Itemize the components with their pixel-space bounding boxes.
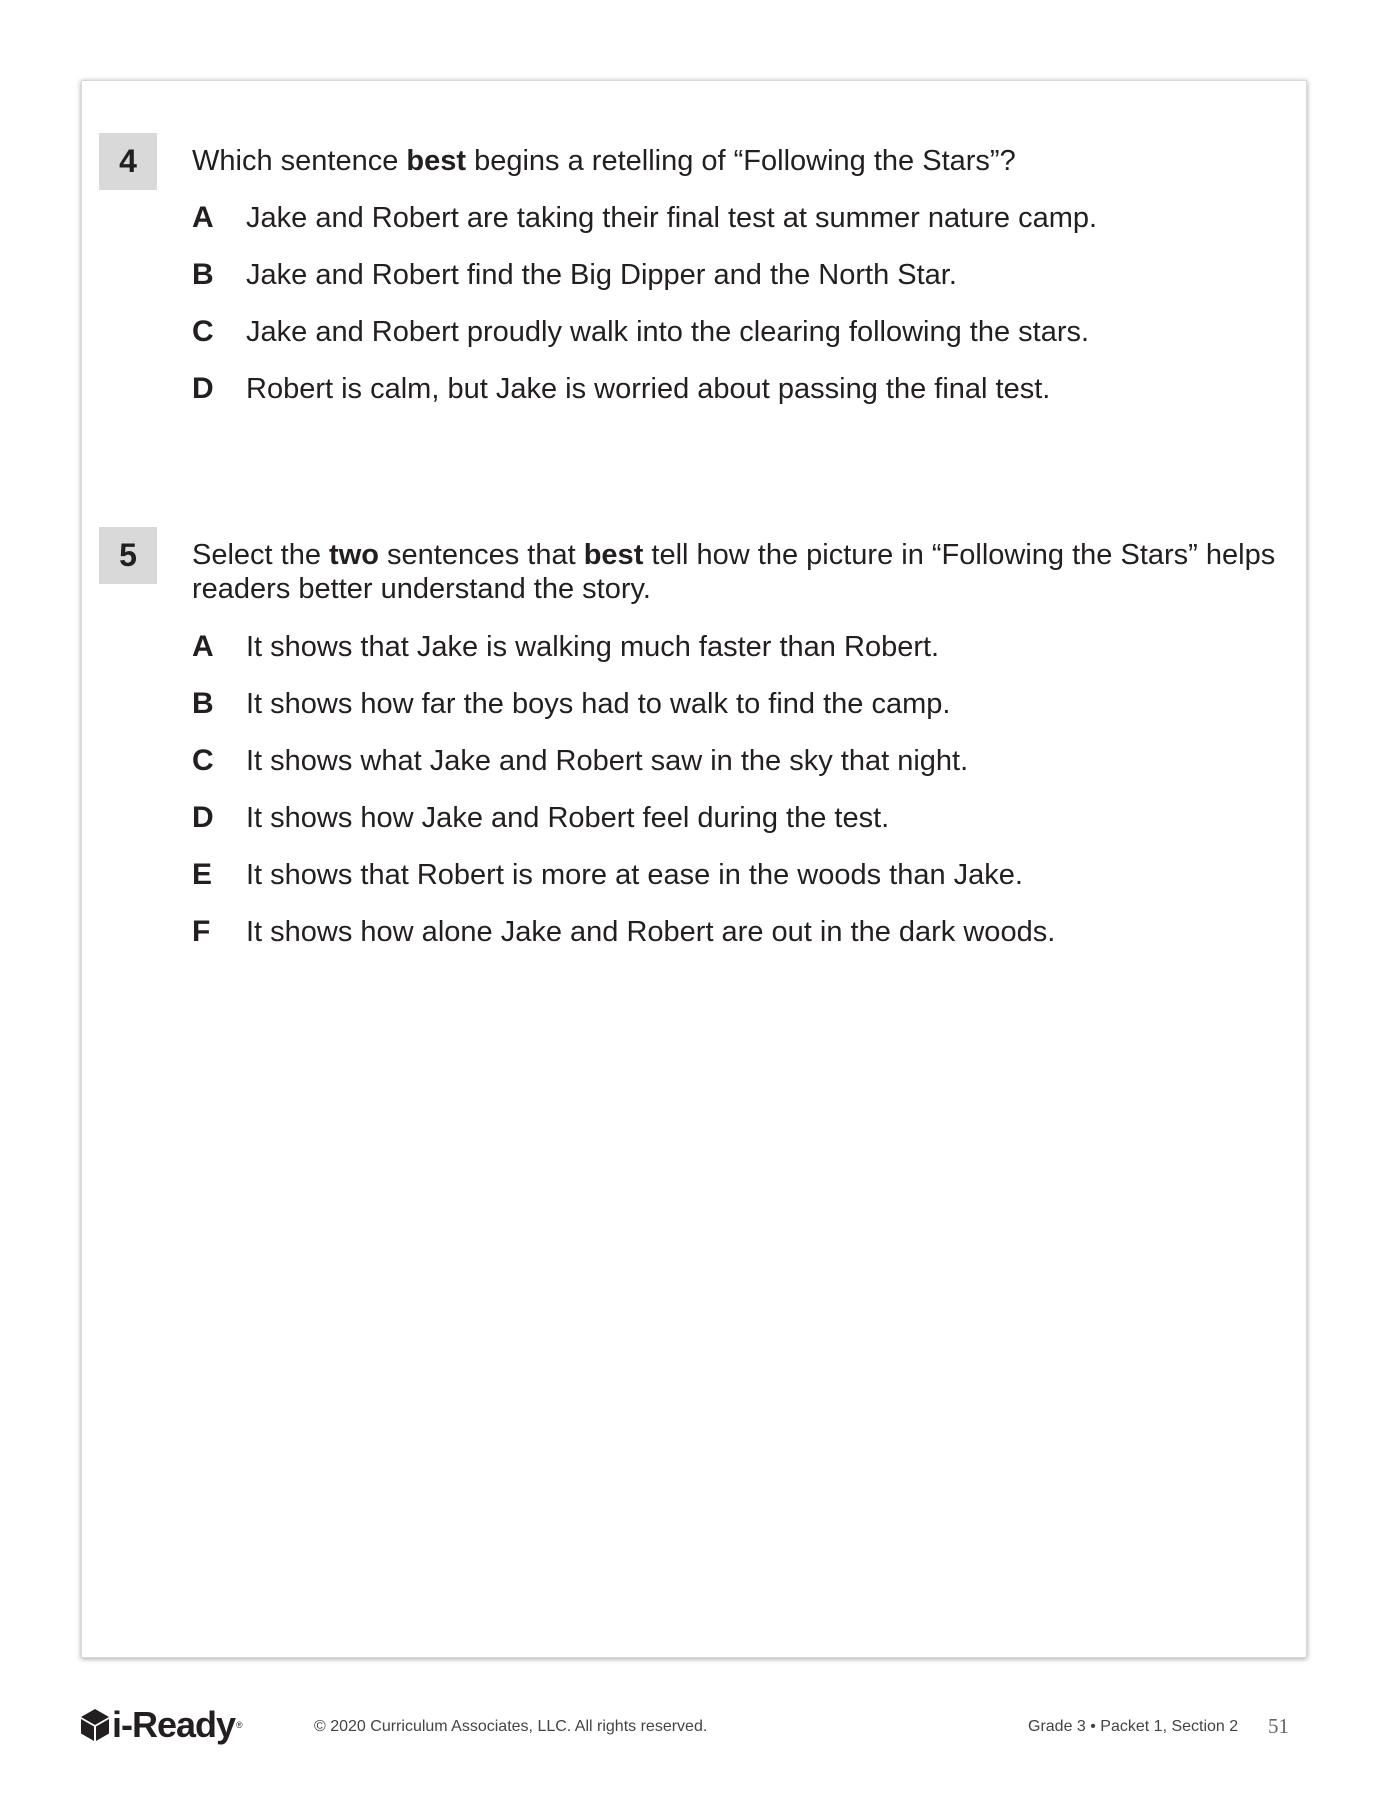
stem-text: Which sentence — [192, 145, 407, 177]
option-text: It shows that Jake is walking much faster than Robert. — [246, 631, 940, 663]
option-letter: B — [192, 258, 214, 291]
option-letter: E — [192, 858, 213, 891]
option-letter: A — [192, 201, 214, 234]
stem-emphasis: two — [329, 539, 379, 571]
option-letter: B — [192, 687, 214, 720]
option-text: It shows that Robert is more at ease in the woods than Jake. — [246, 859, 1023, 891]
option-text: Jake and Robert are taking their final test at summer nature camp. — [246, 202, 1098, 234]
option-letter: C — [192, 315, 214, 348]
question-stem — [192, 538, 1277, 606]
packet-label: Grade 3 • Packet 1, Section 2 — [1028, 1718, 1239, 1735]
question-panel — [81, 80, 1307, 1658]
stem-text: tell how the picture in “Following the Stars” helps readers better understand the story. — [192, 539, 1276, 605]
stem-text: begins a retelling of “Following the Stars”? — [466, 145, 1016, 177]
stem-text: Select the — [192, 539, 330, 571]
option-letter: F — [192, 915, 211, 948]
page-number: 51 — [1268, 1714, 1289, 1738]
question-stem — [192, 144, 1277, 178]
option-text: Jake and Robert find the Big Dipper and the North Star. — [246, 259, 957, 291]
option-letter: A — [192, 630, 214, 663]
iready-logo — [80, 1705, 243, 1745]
option-text: Jake and Robert proudly walk into the clearing following the stars. — [246, 316, 1090, 348]
stem-emphasis: best — [583, 539, 644, 571]
trademark-mark: ® — [236, 1720, 243, 1730]
option-text: It shows what Jake and Robert saw in the sky that night. — [246, 745, 969, 777]
page-footer — [0, 1705, 1391, 1755]
logo-wordmark: i-Ready — [112, 1704, 236, 1745]
option-text: Robert is calm, but Jake is worried about passing the final test. — [246, 373, 1051, 405]
option-letter: C — [192, 744, 214, 777]
option-text: It shows how Jake and Robert feel during the test. — [246, 802, 890, 834]
option-text: It shows how far the boys had to walk to find the camp. — [246, 688, 951, 720]
stem-text: sentences that — [378, 539, 584, 571]
stem-emphasis: best — [406, 145, 467, 177]
copyright-notice: © 2020 Curriculum Associates, LLC. All rights reserved. — [314, 1718, 708, 1735]
option-letter: D — [192, 801, 214, 834]
option-letter: D — [192, 372, 214, 405]
option-text: It shows how alone Jake and Robert are out in the dark woods. — [246, 916, 1056, 948]
question-number: 4 — [99, 133, 157, 190]
question-number: 5 — [99, 527, 157, 584]
cube-logo-icon — [80, 1708, 110, 1742]
